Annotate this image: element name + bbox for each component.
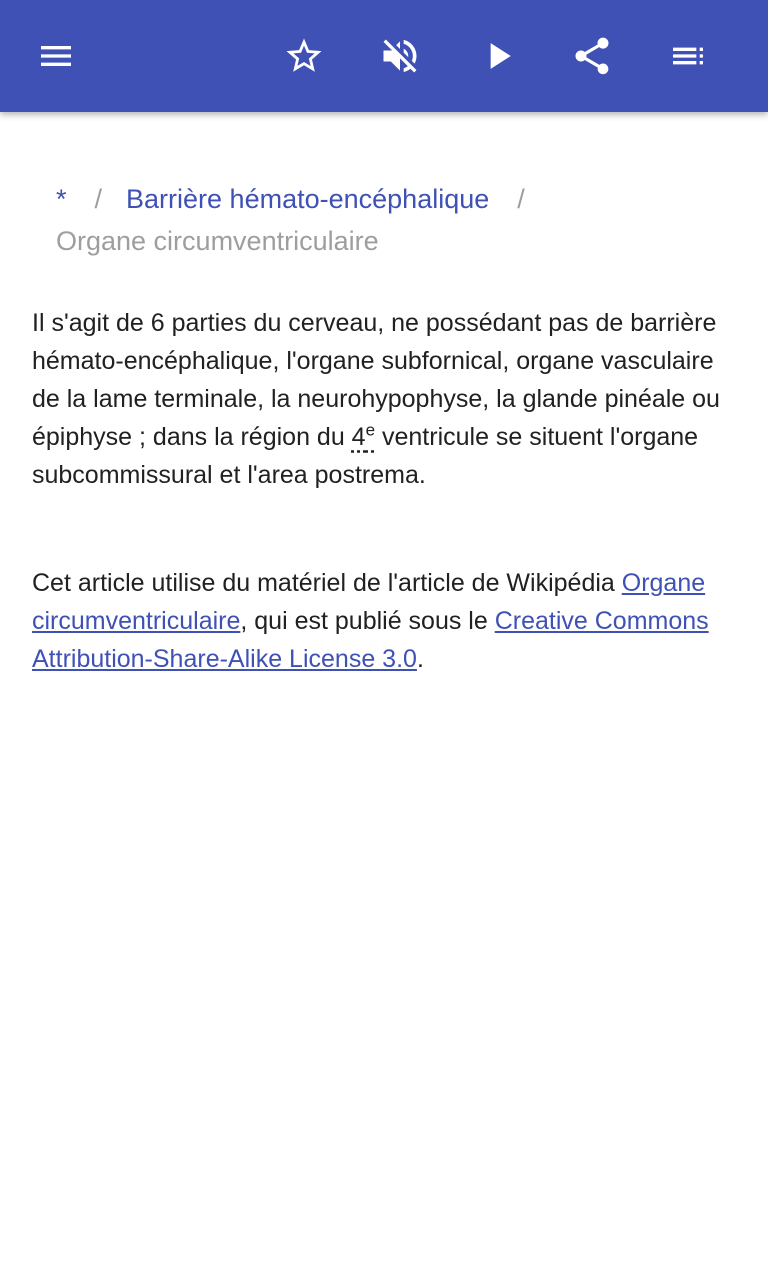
table-of-contents-icon <box>668 36 708 76</box>
license-link[interactable]: Creative Commons Attribution-Share-Alike License 3.0 <box>32 607 709 673</box>
play-icon <box>476 34 520 78</box>
paragraph-text: Il s'agit de 6 parties du cerveau, ne possédant pas de barrière hémato-encéphalique, l'organe subfornical, organe vasculaire de la lame terminale, la neurohypophyse, la glande pinéale ou épiphyse ; dans la région du <box>32 309 720 451</box>
ordinal-suffix: e <box>365 420 376 440</box>
attribution-text: Cet article utilise du matériel de l'article de Wikipédia <box>32 569 622 597</box>
article-content <box>32 112 738 678</box>
attribution-text: . <box>416 645 424 673</box>
ordinal-abbreviation <box>351 420 376 451</box>
share-icon <box>570 34 614 78</box>
app-bar <box>0 0 768 112</box>
table-of-contents-button[interactable] <box>652 20 724 92</box>
breadcrumb-current-page: Organe circumventriculaire <box>56 226 379 256</box>
paragraph-text: ventricule se situent l'organe subcommissural et l'area postrema. <box>32 423 699 489</box>
menu-button[interactable] <box>20 20 92 92</box>
mute-button[interactable] <box>364 20 436 92</box>
breadcrumb-root-link[interactable]: * <box>56 184 67 214</box>
hamburger-menu-icon <box>36 36 76 76</box>
article-paragraph <box>32 304 738 494</box>
ordinal-number: 4 <box>351 423 366 451</box>
breadcrumb <box>32 178 738 262</box>
attribution-text: , qui est publié sous le <box>240 607 495 635</box>
play-button[interactable] <box>462 20 534 92</box>
attribution-paragraph <box>32 564 738 678</box>
breadcrumb-parent-link[interactable]: Barrière hémato-encéphalique <box>126 184 490 214</box>
star-outline-icon <box>283 35 325 77</box>
breadcrumb-separator: / <box>517 184 525 214</box>
breadcrumb-separator: / <box>94 184 103 214</box>
volume-off-icon <box>378 34 422 78</box>
favorite-button[interactable] <box>268 20 340 92</box>
share-button[interactable] <box>556 20 628 92</box>
wikipedia-article-link[interactable]: Organe circumventriculaire <box>32 569 706 635</box>
